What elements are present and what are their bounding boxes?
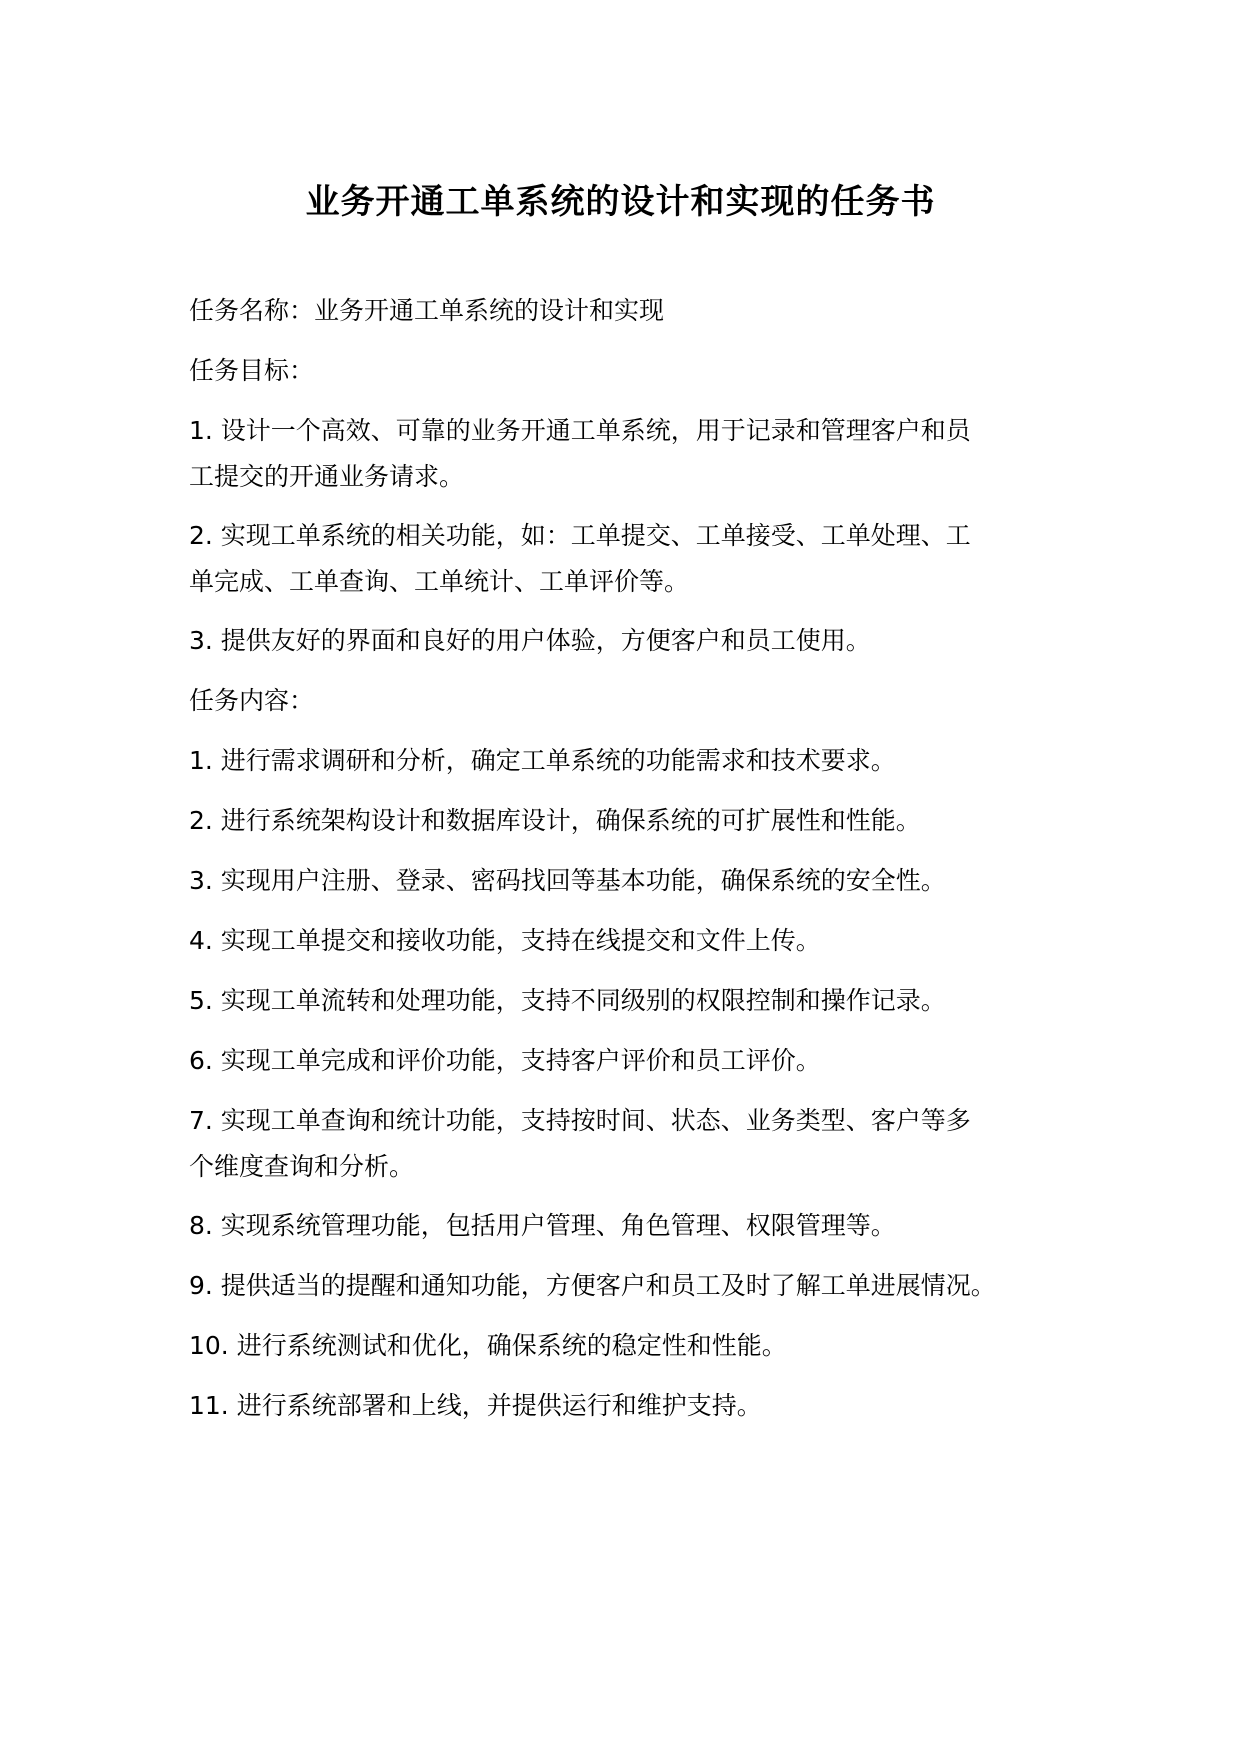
content-item-4	[189, 918, 1109, 964]
content-item-9	[189, 1263, 1109, 1309]
document-title: 业务开通工单系统的设计和实现的任务书	[305, 182, 936, 222]
text-line: 5. 实现工单流转和处理功能，支持不同级别的权限控制和操作记录。	[189, 986, 946, 1015]
text-line: 11. 进行系统部署和上线，并提供运行和维护支持。	[189, 1391, 762, 1420]
goal-item-3	[189, 618, 1109, 664]
text-line: 任务名称：业务开通工单系统的设计和实现	[189, 296, 665, 325]
text-line: 任务内容：	[189, 686, 315, 715]
content-item-5	[189, 978, 1109, 1024]
text-line: 7. 实现工单查询和统计功能，支持按时间、状态、业务类型、客户等多	[189, 1106, 971, 1135]
text-line: 2. 实现工单系统的相关功能，如：工单提交、工单接受、工单处理、工	[189, 521, 971, 550]
content-item-7	[189, 1098, 1109, 1190]
text-line: 9. 提供适当的提醒和通知功能，方便客户和员工及时了解工单进展情况。	[189, 1271, 996, 1300]
task-name-paragraph	[189, 288, 1109, 334]
goal-item-2	[189, 513, 1109, 605]
text-line: 3. 实现用户注册、登录、密码找回等基本功能，确保系统的安全性。	[189, 866, 946, 895]
text-line: 2. 进行系统架构设计和数据库设计，确保系统的可扩展性和性能。	[189, 806, 921, 835]
text-line: 个维度查询和分析。	[189, 1152, 415, 1181]
content-item-11	[189, 1383, 1109, 1429]
text-line: 10. 进行系统测试和优化，确保系统的稳定性和性能。	[189, 1331, 787, 1360]
text-line: 1. 进行需求调研和分析，确定工单系统的功能需求和技术要求。	[189, 746, 896, 775]
text-line: 任务目标：	[189, 356, 315, 385]
goal-item-1	[189, 408, 1109, 500]
task-content-heading	[189, 678, 1109, 724]
text-line: 1. 设计一个高效、可靠的业务开通工单系统，用于记录和管理客户和员	[189, 416, 971, 445]
text-line: 6. 实现工单完成和评价功能，支持客户评价和员工评价。	[189, 1046, 821, 1075]
text-line: 工提交的开通业务请求。	[189, 462, 465, 491]
task-goal-heading	[189, 348, 1109, 394]
content-item-6	[189, 1038, 1109, 1084]
text-line: 4. 实现工单提交和接收功能，支持在线提交和文件上传。	[189, 926, 821, 955]
text-line: 单完成、工单查询、工单统计、工单评价等。	[189, 567, 690, 596]
content-item-10	[189, 1323, 1109, 1369]
text-line: 8. 实现系统管理功能，包括用户管理、角色管理、权限管理等。	[189, 1211, 896, 1240]
content-item-8	[189, 1203, 1109, 1249]
content-item-1	[189, 738, 1109, 784]
content-item-3	[189, 858, 1109, 904]
text-line: 3. 提供友好的界面和良好的用户体验，方便客户和员工使用。	[189, 626, 871, 655]
content-item-2	[189, 798, 1109, 844]
